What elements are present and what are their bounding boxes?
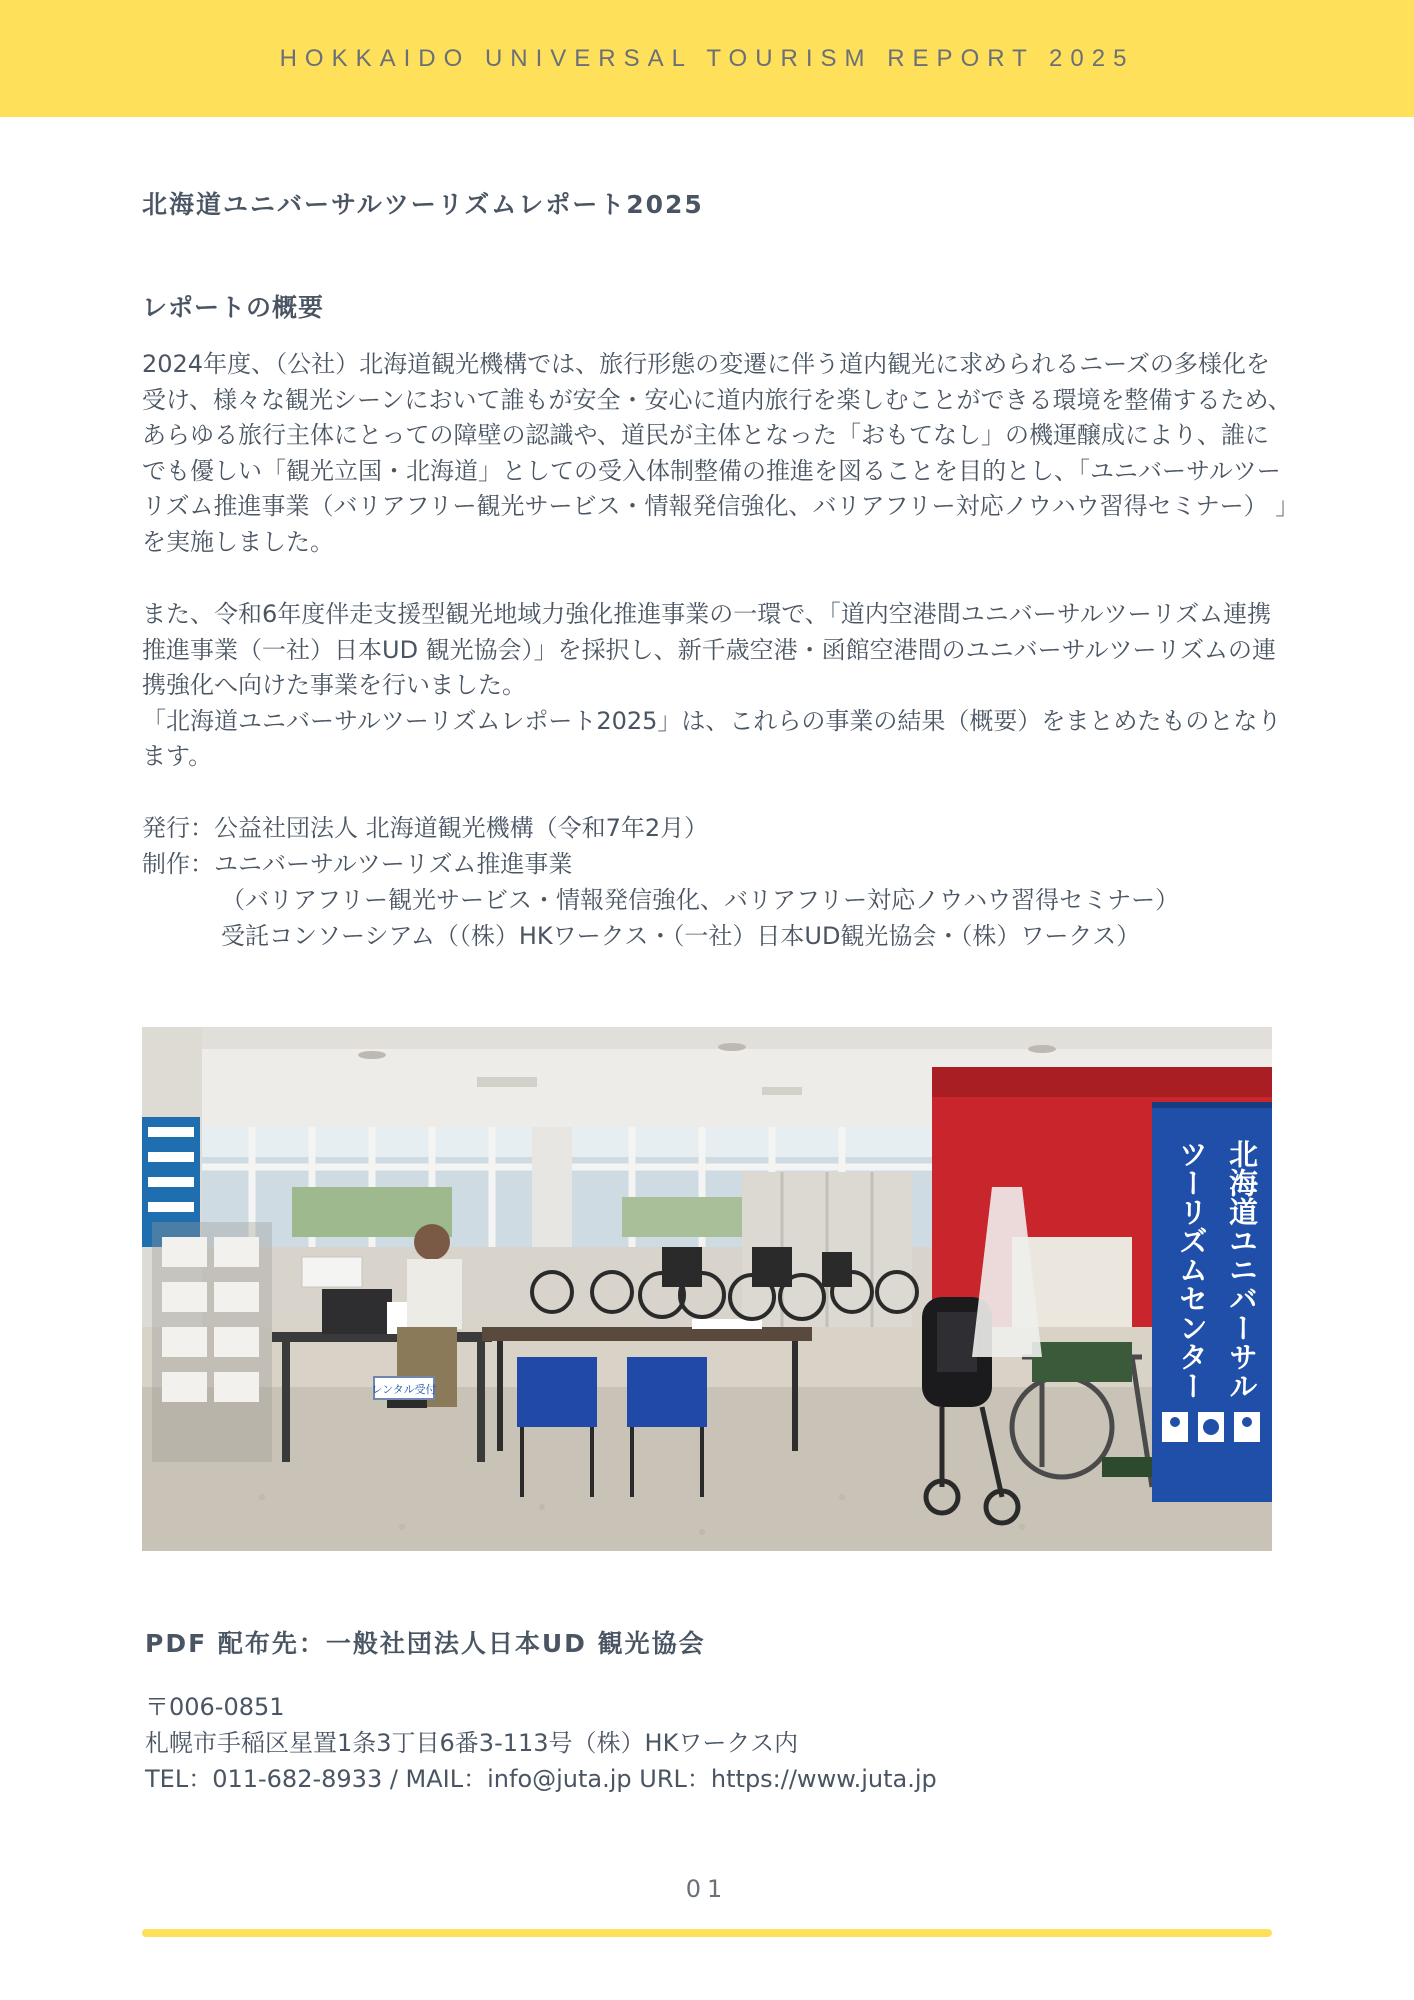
overview-text-2b: 「北海道ユニバーサルツーリズムレポート2025」は、これらの事業の結果（概要）をまとめたものとなります。: [142, 706, 1282, 770]
producer-detail-line: （バリアフリー観光サービス・情報発信強化、バリアフリー対応ノウハウ習得セミナー）: [221, 886, 1180, 914]
distribution-heading: PDF 配布先：一般社団法人日本UD 観光協会: [145, 1629, 706, 1658]
banner-text-1: 北海道ユニバーサル: [1225, 1139, 1259, 1400]
credits-block: [142, 810, 1179, 954]
desk-sign-text: レンタル受付: [371, 1383, 437, 1396]
producer-line: 制作：ユニバーサルツーリズム推進事業: [142, 850, 573, 878]
tourism-center-photo: [142, 1027, 1272, 1551]
postal-code: 〒006-0851: [145, 1693, 285, 1721]
page-number: 01: [685, 1875, 729, 1903]
overview-paragraph-2: [142, 597, 1292, 775]
overview-paragraph-1: [142, 347, 1292, 560]
distribution-contact-block: [145, 1689, 937, 1797]
overview-text-2a: また、令和6年度伴走支援型観光地域力強化推進事業の一環で、「道内空港間ユニバーサルツーリズム連携推進事業（一社）日本UD 観光協会）」を採択し、新千歳空港・函館空港間のユニバーサルツーリズムの連携強化へ向けた事業を行いました。: [142, 600, 1276, 699]
street-address: 札幌市手稲区星置1条3丁目6番3-113号（株）HKワークス内: [145, 1729, 799, 1757]
document-title: 北海道ユニバーサルツーリズムレポート2025: [142, 190, 704, 219]
overview-heading: レポートの概要: [142, 293, 325, 322]
banner-text-2: ツーリズムセンター: [1175, 1139, 1209, 1400]
header-title: HOKKAIDO UNIVERSAL TOURISM REPORT 2025: [279, 44, 1135, 72]
consortium-line: 受託コンソーシアム（（株）HKワークス・（一社）日本UD観光協会・（株）ワークス）: [221, 922, 1141, 950]
publisher-line: 発行：公益社団法人 北海道観光機構（令和7年2月）: [142, 814, 709, 842]
header-bar: [0, 0, 1414, 117]
contact-line: TEL：011-682-8933 / MAIL：info@juta.jp URL：https://www.juta.jp: [145, 1765, 937, 1793]
footer-accent-bar: [142, 1929, 1272, 1937]
overview-text-1: 2024年度、（公社）北海道観光機構では、旅行形態の変遷に伴う道内観光に求められるニーズの多様化を受け、様々な観光シーンにおいて誰もが安全・安心に道内旅行を楽しむことができる環境を整備するため、あらゆる旅行主体にとっての障壁の認識や、道民が主体となった「おもてなし」の機運醸成により、誰にでも優しい「観光立国・北海道」としての受入体制整備の推進を図ることを目的とし、「ユニバーサルツーリズム推進事業（バリアフリー観光サービス・情報発信強化、バリアフリー対応ノウハウ習得セミナー） 」を実施しました。: [142, 350, 1292, 556]
